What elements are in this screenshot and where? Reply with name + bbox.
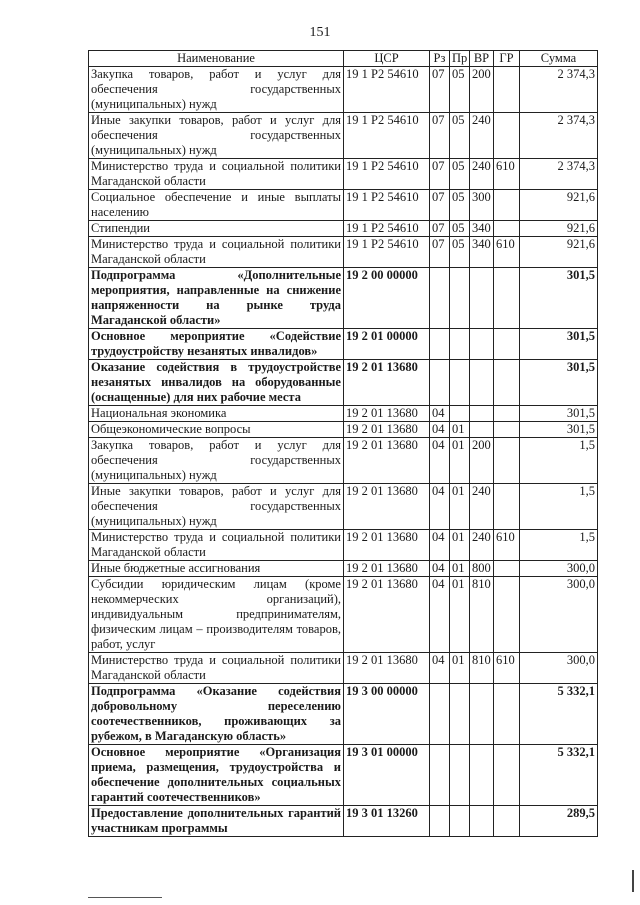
cell-sum: 921,6 — [520, 190, 598, 221]
cell-pr: 01 — [450, 530, 470, 561]
cell-gr — [494, 684, 520, 745]
cell-name: Министерство труда и социальной политики Магаданской области — [89, 530, 344, 561]
cell-name: Подпрограмма «Дополнительные мероприятия, направленные на снижение напряженности на рынке труда Магаданской области» — [89, 268, 344, 329]
cell-sum: 301,5 — [520, 329, 598, 360]
cell-name: Предоставление дополнительных гарантий участникам программы — [89, 806, 344, 837]
cell-name: Иные бюджетные ассигнования — [89, 561, 344, 577]
cell-pr — [450, 684, 470, 745]
table-row — [89, 329, 598, 360]
table-row — [89, 67, 598, 113]
table-row — [89, 530, 598, 561]
table-row — [89, 190, 598, 221]
cell-csr: 19 2 01 13680 — [344, 422, 430, 438]
table-header-row — [89, 51, 598, 67]
cell-pr — [450, 329, 470, 360]
cell-vr: 240 — [470, 159, 494, 190]
cell-rz: 07 — [430, 221, 450, 237]
cell-gr — [494, 221, 520, 237]
cell-vr — [470, 360, 494, 406]
cell-vr — [470, 422, 494, 438]
cell-pr: 01 — [450, 422, 470, 438]
cell-sum: 5 332,1 — [520, 684, 598, 745]
cell-name: Министерство труда и социальной политики Магаданской области — [89, 653, 344, 684]
cell-name: Оказание содействия в трудоустройстве незанятых инвалидов на оборудованные (оснащенные) для них рабочие места — [89, 360, 344, 406]
header-pr: Пр — [450, 51, 470, 67]
cell-pr: 05 — [450, 159, 470, 190]
cell-vr: 340 — [470, 237, 494, 268]
cell-csr: 19 3 01 00000 — [344, 745, 430, 806]
cell-vr: 240 — [470, 113, 494, 159]
cell-gr — [494, 422, 520, 438]
cell-csr: 19 2 01 13680 — [344, 561, 430, 577]
cell-name: Министерство труда и социальной политики Магаданской области — [89, 159, 344, 190]
cell-gr — [494, 561, 520, 577]
cell-csr: 19 1 Р2 54610 — [344, 159, 430, 190]
cell-vr: 810 — [470, 653, 494, 684]
table-row — [89, 561, 598, 577]
cell-name: Иные закупки товаров, работ и услуг для обеспечения государственных (муниципальных) нужд — [89, 113, 344, 159]
cell-rz — [430, 329, 450, 360]
cell-csr: 19 1 Р2 54610 — [344, 237, 430, 268]
cell-pr — [450, 745, 470, 806]
cell-gr: 610 — [494, 530, 520, 561]
cell-vr: 200 — [470, 67, 494, 113]
cell-vr: 240 — [470, 530, 494, 561]
cell-csr: 19 2 01 13680 — [344, 438, 430, 484]
table-row — [89, 268, 598, 329]
cell-gr — [494, 484, 520, 530]
cell-vr — [470, 806, 494, 837]
header-name: Наименование — [89, 51, 344, 67]
table-row — [89, 484, 598, 530]
cell-csr: 19 3 00 00000 — [344, 684, 430, 745]
cell-csr: 19 2 01 13680 — [344, 484, 430, 530]
cell-gr — [494, 329, 520, 360]
cell-rz: 04 — [430, 561, 450, 577]
cell-gr — [494, 438, 520, 484]
cell-sum: 2 374,3 — [520, 113, 598, 159]
cell-gr — [494, 67, 520, 113]
cell-sum: 289,5 — [520, 806, 598, 837]
cell-csr: 19 2 01 13680 — [344, 406, 430, 422]
cell-rz: 07 — [430, 67, 450, 113]
cell-pr: 01 — [450, 561, 470, 577]
cell-csr: 19 3 01 13260 — [344, 806, 430, 837]
cell-sum: 1,5 — [520, 484, 598, 530]
cell-gr — [494, 577, 520, 653]
cell-sum: 300,0 — [520, 653, 598, 684]
cell-gr: 610 — [494, 653, 520, 684]
cell-pr — [450, 406, 470, 422]
cell-rz: 07 — [430, 159, 450, 190]
table-row — [89, 745, 598, 806]
cell-rz: 04 — [430, 653, 450, 684]
cell-gr — [494, 745, 520, 806]
cell-rz: 07 — [430, 237, 450, 268]
cell-rz: 04 — [430, 422, 450, 438]
table-row — [89, 406, 598, 422]
cell-pr: 05 — [450, 113, 470, 159]
cell-sum: 2 374,3 — [520, 159, 598, 190]
table-row — [89, 684, 598, 745]
cell-pr: 05 — [450, 237, 470, 268]
cell-name: Закупка товаров, работ и услуг для обеспечения государственных (муниципальных) нужд — [89, 438, 344, 484]
header-csr: ЦСР — [344, 51, 430, 67]
cell-rz: 04 — [430, 406, 450, 422]
cell-pr: 05 — [450, 190, 470, 221]
cell-vr: 810 — [470, 577, 494, 653]
cell-pr — [450, 268, 470, 329]
table-row — [89, 422, 598, 438]
cell-vr — [470, 406, 494, 422]
header-gr: ГР — [494, 51, 520, 67]
table-row — [89, 237, 598, 268]
cell-rz — [430, 360, 450, 406]
header-vr: ВР — [470, 51, 494, 67]
table-row — [89, 113, 598, 159]
footnote-separator-line — [88, 897, 162, 898]
cell-csr: 19 2 01 13680 — [344, 360, 430, 406]
cell-pr — [450, 360, 470, 406]
cell-rz — [430, 745, 450, 806]
cell-rz — [430, 806, 450, 837]
table-row — [89, 159, 598, 190]
table-row — [89, 221, 598, 237]
cell-sum: 921,6 — [520, 221, 598, 237]
cell-name: Основное мероприятие «Организация приема, размещения, трудоустройства и обеспечение дополнительных социальных гарантий соотечественников» — [89, 745, 344, 806]
cell-gr — [494, 268, 520, 329]
cell-gr — [494, 190, 520, 221]
cell-name: Подпрограмма «Оказание содействия добровольному переселению соотечественников, проживающих за рубежом, в Магаданскую область» — [89, 684, 344, 745]
table-row — [89, 806, 598, 837]
cell-vr — [470, 329, 494, 360]
cell-sum: 2 374,3 — [520, 67, 598, 113]
header-rz: Рз — [430, 51, 450, 67]
cell-name: Социальное обеспечение и иные выплаты населению — [89, 190, 344, 221]
cell-vr — [470, 268, 494, 329]
cell-sum: 921,6 — [520, 237, 598, 268]
cell-csr: 19 2 01 13680 — [344, 653, 430, 684]
cell-pr: 01 — [450, 484, 470, 530]
cell-vr: 800 — [470, 561, 494, 577]
cell-gr: 610 — [494, 159, 520, 190]
scan-edge-mark — [632, 870, 634, 892]
cell-pr: 01 — [450, 438, 470, 484]
cell-sum: 1,5 — [520, 438, 598, 484]
cell-csr: 19 1 Р2 54610 — [344, 221, 430, 237]
cell-csr: 19 2 01 13680 — [344, 530, 430, 561]
cell-rz — [430, 684, 450, 745]
cell-sum: 300,0 — [520, 561, 598, 577]
cell-gr — [494, 806, 520, 837]
cell-name: Министерство труда и социальной политики Магаданской области — [89, 237, 344, 268]
table-row — [89, 653, 598, 684]
cell-gr — [494, 406, 520, 422]
cell-name: Национальная экономика — [89, 406, 344, 422]
cell-name: Закупка товаров, работ и услуг для обеспечения государственных (муниципальных) нужд — [89, 67, 344, 113]
cell-rz: 04 — [430, 484, 450, 530]
cell-csr: 19 1 Р2 54610 — [344, 67, 430, 113]
cell-vr — [470, 684, 494, 745]
cell-name: Основное мероприятие «Содействие трудоустройству незанятых инвалидов» — [89, 329, 344, 360]
cell-sum: 301,5 — [520, 268, 598, 329]
table-row — [89, 360, 598, 406]
cell-pr: 01 — [450, 653, 470, 684]
cell-name: Иные закупки товаров, работ и услуг для обеспечения государственных (муниципальных) нужд — [89, 484, 344, 530]
cell-name: Общеэкономические вопросы — [89, 422, 344, 438]
cell-rz: 07 — [430, 190, 450, 221]
cell-csr: 19 2 00 00000 — [344, 268, 430, 329]
cell-csr: 19 2 01 00000 — [344, 329, 430, 360]
page-number: 151 — [309, 25, 331, 40]
cell-pr: 05 — [450, 221, 470, 237]
cell-rz — [430, 268, 450, 329]
cell-sum: 301,5 — [520, 360, 598, 406]
cell-rz: 04 — [430, 530, 450, 561]
cell-pr: 05 — [450, 67, 470, 113]
cell-vr: 340 — [470, 221, 494, 237]
cell-name: Стипендии — [89, 221, 344, 237]
cell-sum: 1,5 — [520, 530, 598, 561]
cell-pr: 01 — [450, 577, 470, 653]
cell-pr — [450, 806, 470, 837]
table-row — [89, 577, 598, 653]
cell-rz: 04 — [430, 577, 450, 653]
cell-csr: 19 1 Р2 54610 — [344, 190, 430, 221]
budget-table — [88, 50, 598, 837]
cell-vr: 240 — [470, 484, 494, 530]
cell-rz: 04 — [430, 438, 450, 484]
cell-vr — [470, 745, 494, 806]
cell-sum: 301,5 — [520, 406, 598, 422]
cell-csr: 19 2 01 13680 — [344, 577, 430, 653]
cell-vr: 200 — [470, 438, 494, 484]
table-body — [89, 67, 598, 837]
cell-rz: 07 — [430, 113, 450, 159]
header-sum: Сумма — [520, 51, 598, 67]
cell-vr: 300 — [470, 190, 494, 221]
cell-csr: 19 1 Р2 54610 — [344, 113, 430, 159]
cell-sum: 301,5 — [520, 422, 598, 438]
cell-sum: 300,0 — [520, 577, 598, 653]
cell-gr: 610 — [494, 237, 520, 268]
cell-sum: 5 332,1 — [520, 745, 598, 806]
cell-gr — [494, 113, 520, 159]
cell-gr — [494, 360, 520, 406]
cell-name: Субсидии юридическим лицам (кроме некоммерческих организаций), индивидуальным предпринимателям, физическим лицам – производителям товаров, работ, услуг — [89, 577, 344, 653]
table-row — [89, 438, 598, 484]
